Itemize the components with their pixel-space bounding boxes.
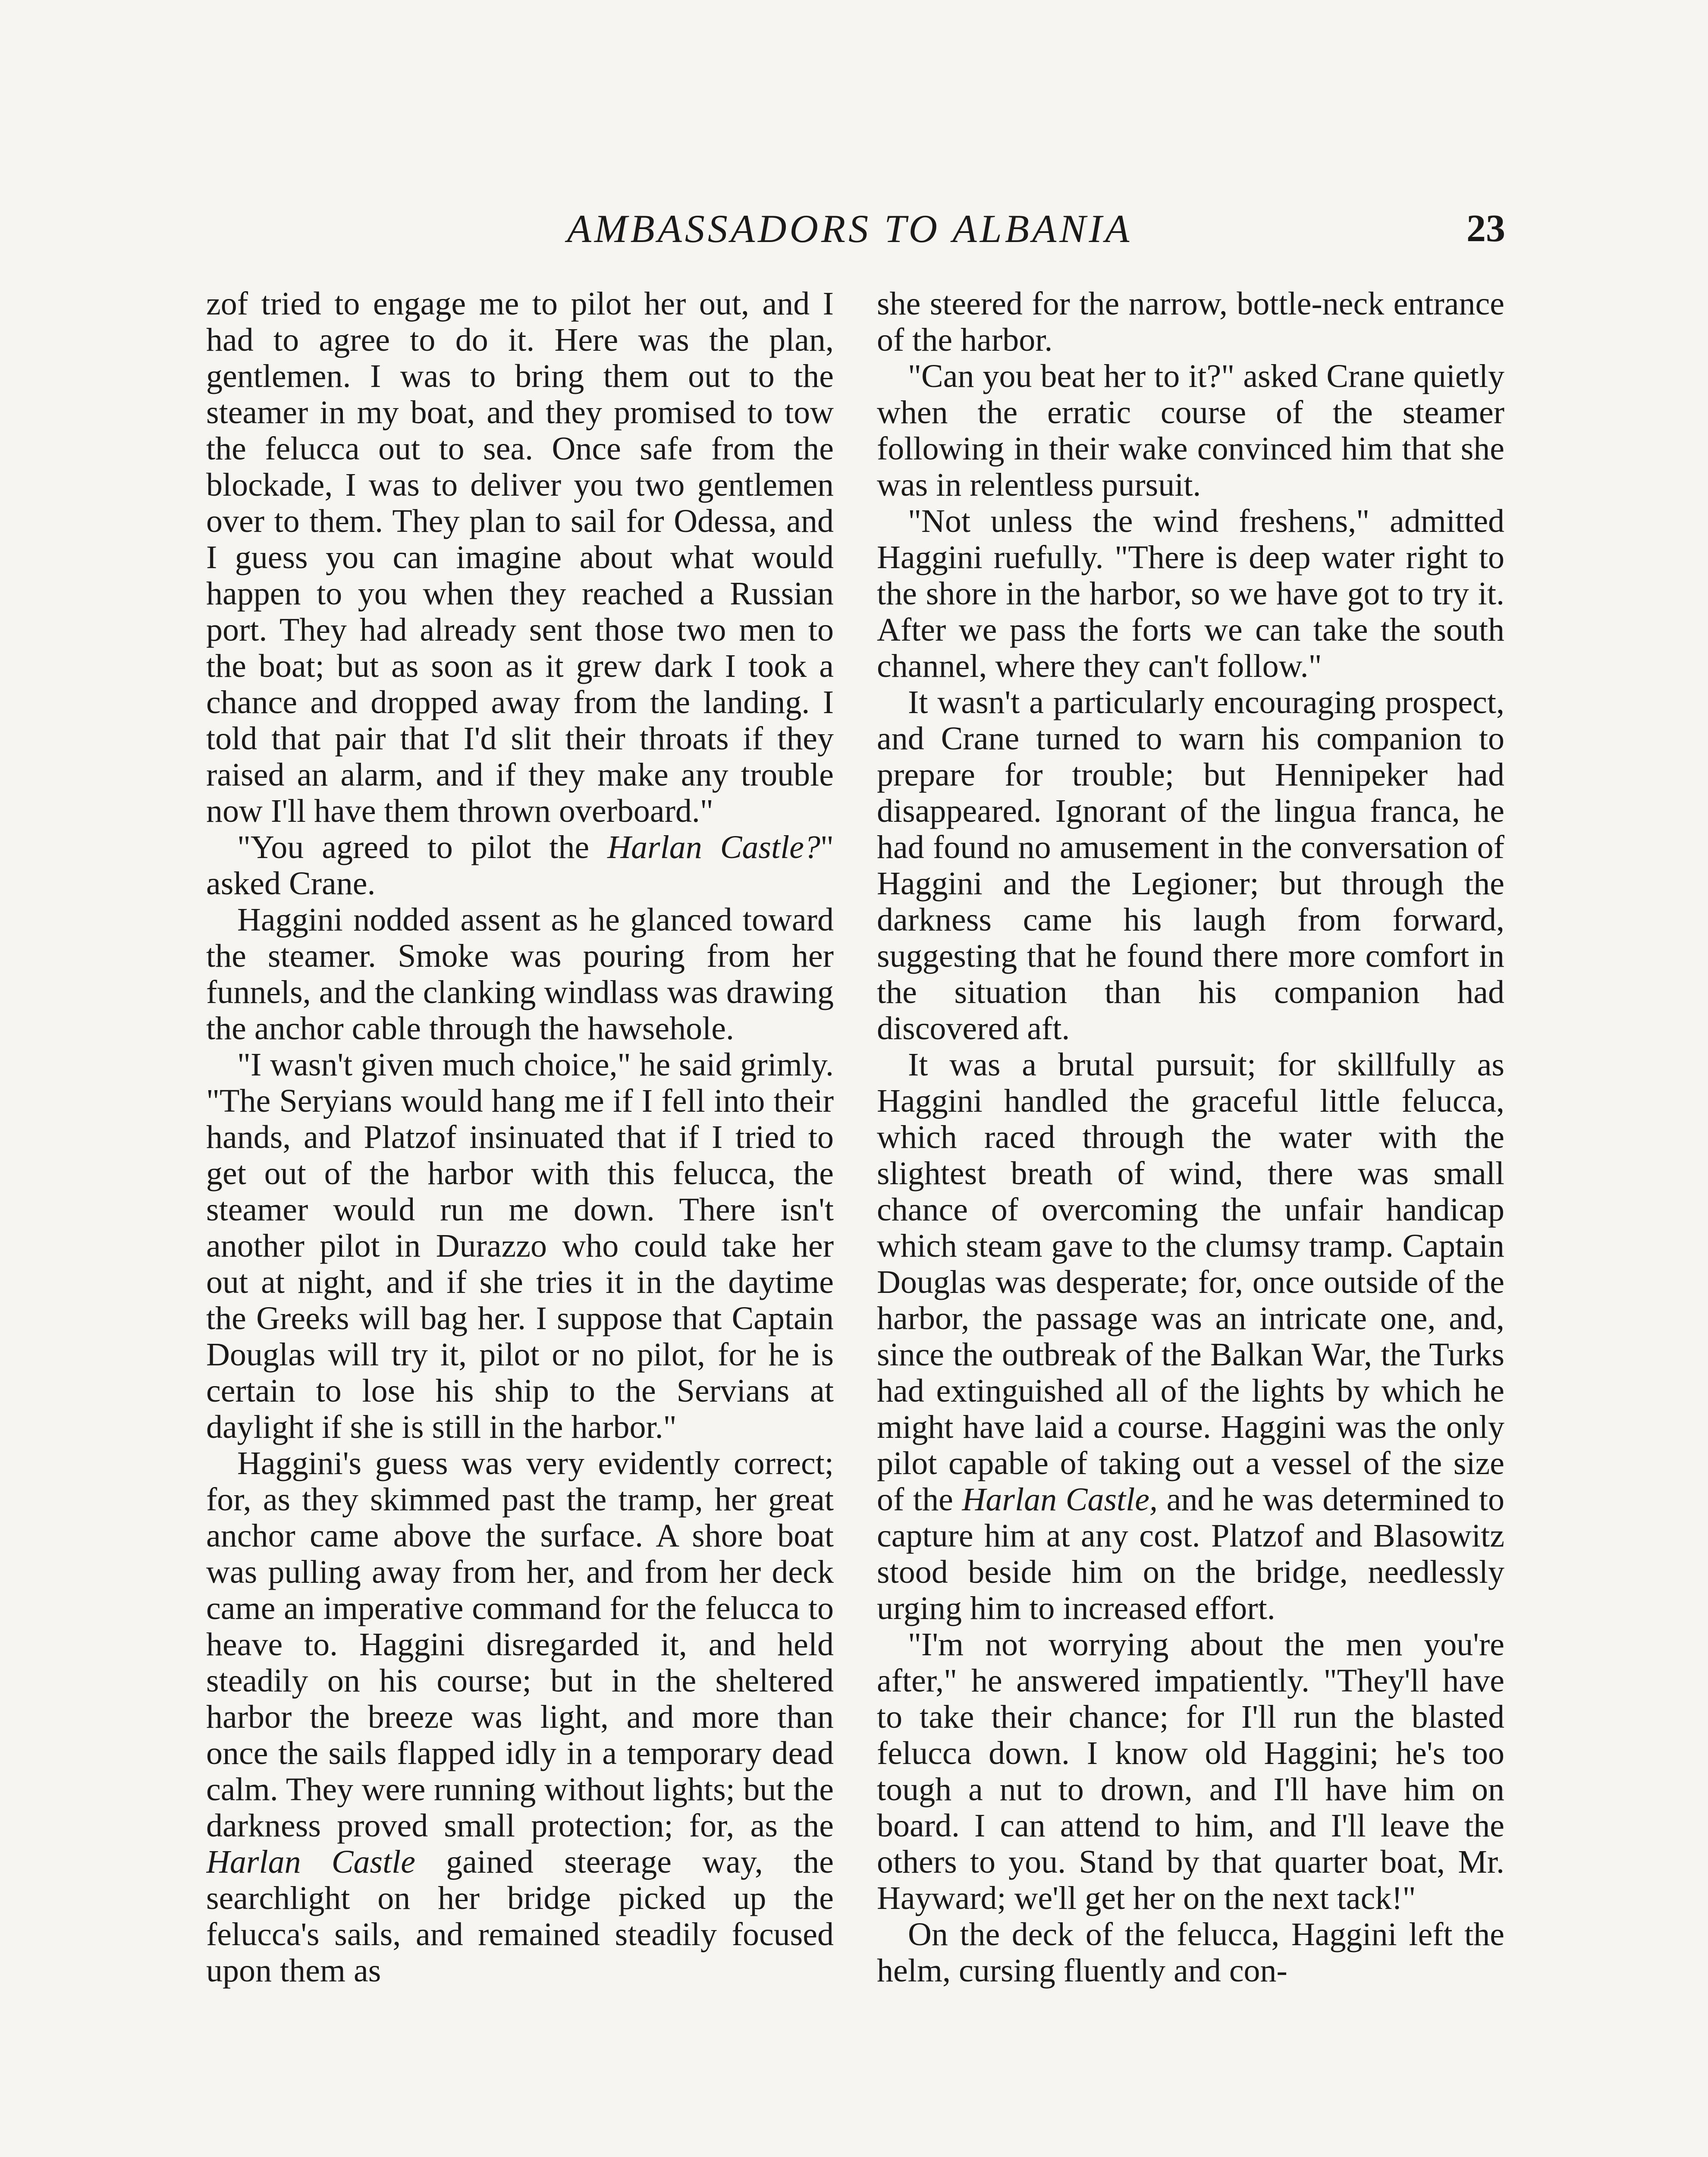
paragraph: "I wasn't given much choice," he said grimly. "The Seryians would hang me if I fell into their hands, and Platzof insinuated that if I tried to get out of the harbor with this felucca, the steamer would run me down. There isn't another pilot in Durazzo who could take her out at night, and if she tries it in the daytime the Greeks will bag her. I suppose that Captain Douglas will try it, pilot or no pilot, for he is certain to lose his ship to the Servians at daylight if she is still in the harbor." [206, 1047, 834, 1445]
right-column [877, 286, 1504, 2157]
paragraph: "I'm not worrying about the men you're after," he answered impatiently. "They'll have to take their chance; for I'll run the blasted felucca down. I know old Haggini; he's too tough a nut to drown, and I'll have him on board. I can attend to him, and I'll leave the others to you. Stand by that quarter boat, Mr. Hayward; we'll get her on the next tack!" [877, 1626, 1504, 1916]
paragraph: "You agreed to pilot the Harlan Castle?" asked Crane. [206, 829, 834, 902]
paragraph: On the deck of the felucca, Haggini left the helm, cursing fluently and con- [877, 1916, 1504, 1989]
paragraph: It wasn't a particularly encouraging prospect, and Crane turned to warn his companion to prepare for trouble; but Hennipeker had disappeared. Ignorant of the lingua franca, he had found no amusement in the conversation of Haggini and the Legioner; but through the darkness came his laugh from forward, suggesting that he found there more comfort in the situation than his companion had discovered aft. [877, 684, 1504, 1047]
paragraph: "Can you beat her to it?" asked Crane quietly when the erratic course of the steamer following in their wake convinced him that she was in relentless pursuit. [877, 358, 1504, 503]
paragraph: Haggini's guess was very evidently correct; for, as they skimmed past the tramp, her great anchor came above the surface. A shore boat was pulling away from her, and from her deck came an imperative command for the felucca to heave to. Haggini disregarded it, and held steadily on his course; but in the sheltered harbor the breeze was light, and more than once the sails flapped idly in a temporary dead calm. They were running without lights; but the darkness proved small protection; for, as the Harlan Castle gained steerage way, the searchlight on her bridge picked up the felucca's sails, and remained steadily focused upon them as [206, 1445, 834, 1989]
running-title: AMBASSADORS TO ALBANIA [567, 207, 1133, 251]
paragraph: zof tried to engage me to pilot her out, and I had to agree to do it. Here was the plan, gentlemen. I was to bring them out to the steamer in my boat, and they promised to tow the felucca out to sea. Once safe from the blockade, I was to deliver you two gentlemen over to them. They plan to sail for Odessa, and I guess you can imagine about what would happen to you when they reached a Russian port. They had already sent those two men to the boat; but as soon as it grew dark I took a chance and dropped away from the landing. I told that pair that I'd slit their throats if they raised an alarm, and if they make any trouble now I'll have them thrown overboard." [206, 286, 834, 829]
paragraph: she steered for the narrow, bottle-neck entrance of the harbor. [877, 286, 1504, 358]
page-number: 23 [1466, 207, 1505, 250]
paragraph: Haggini nodded assent as he glanced toward the steamer. Smoke was pouring from her funnels, and the clanking windlass was drawing the anchor cable through the hawsehole. [206, 902, 834, 1047]
left-column [206, 286, 834, 2157]
paragraph: "Not unless the wind freshens," admitted Haggini ruefully. "There is deep water right to the shore in the harbor, so we have got to try it. After we pass the forts we can take the south channel, where they can't follow." [877, 503, 1504, 684]
page-header [0, 203, 1708, 255]
paragraph: It was a brutal pursuit; for skillfully as Haggini handled the graceful little felucca, which raced through the water with the slightest breath of wind, there was small chance of overcoming the unfair handicap which steam gave to the clumsy tramp. Captain Douglas was desperate; for, once outside of the harbor, the passage was an intricate one, and, since the outbreak of the Balkan War, the Turks had extinguished all of the lights by which he might have laid a course. Haggini was the only pilot capable of taking out a vessel of the size of the Harlan Castle, and he was determined to capture him at any cost. Platzof and Blasowitz stood beside him on the bridge, needlessly urging him to increased effort. [877, 1047, 1504, 1626]
